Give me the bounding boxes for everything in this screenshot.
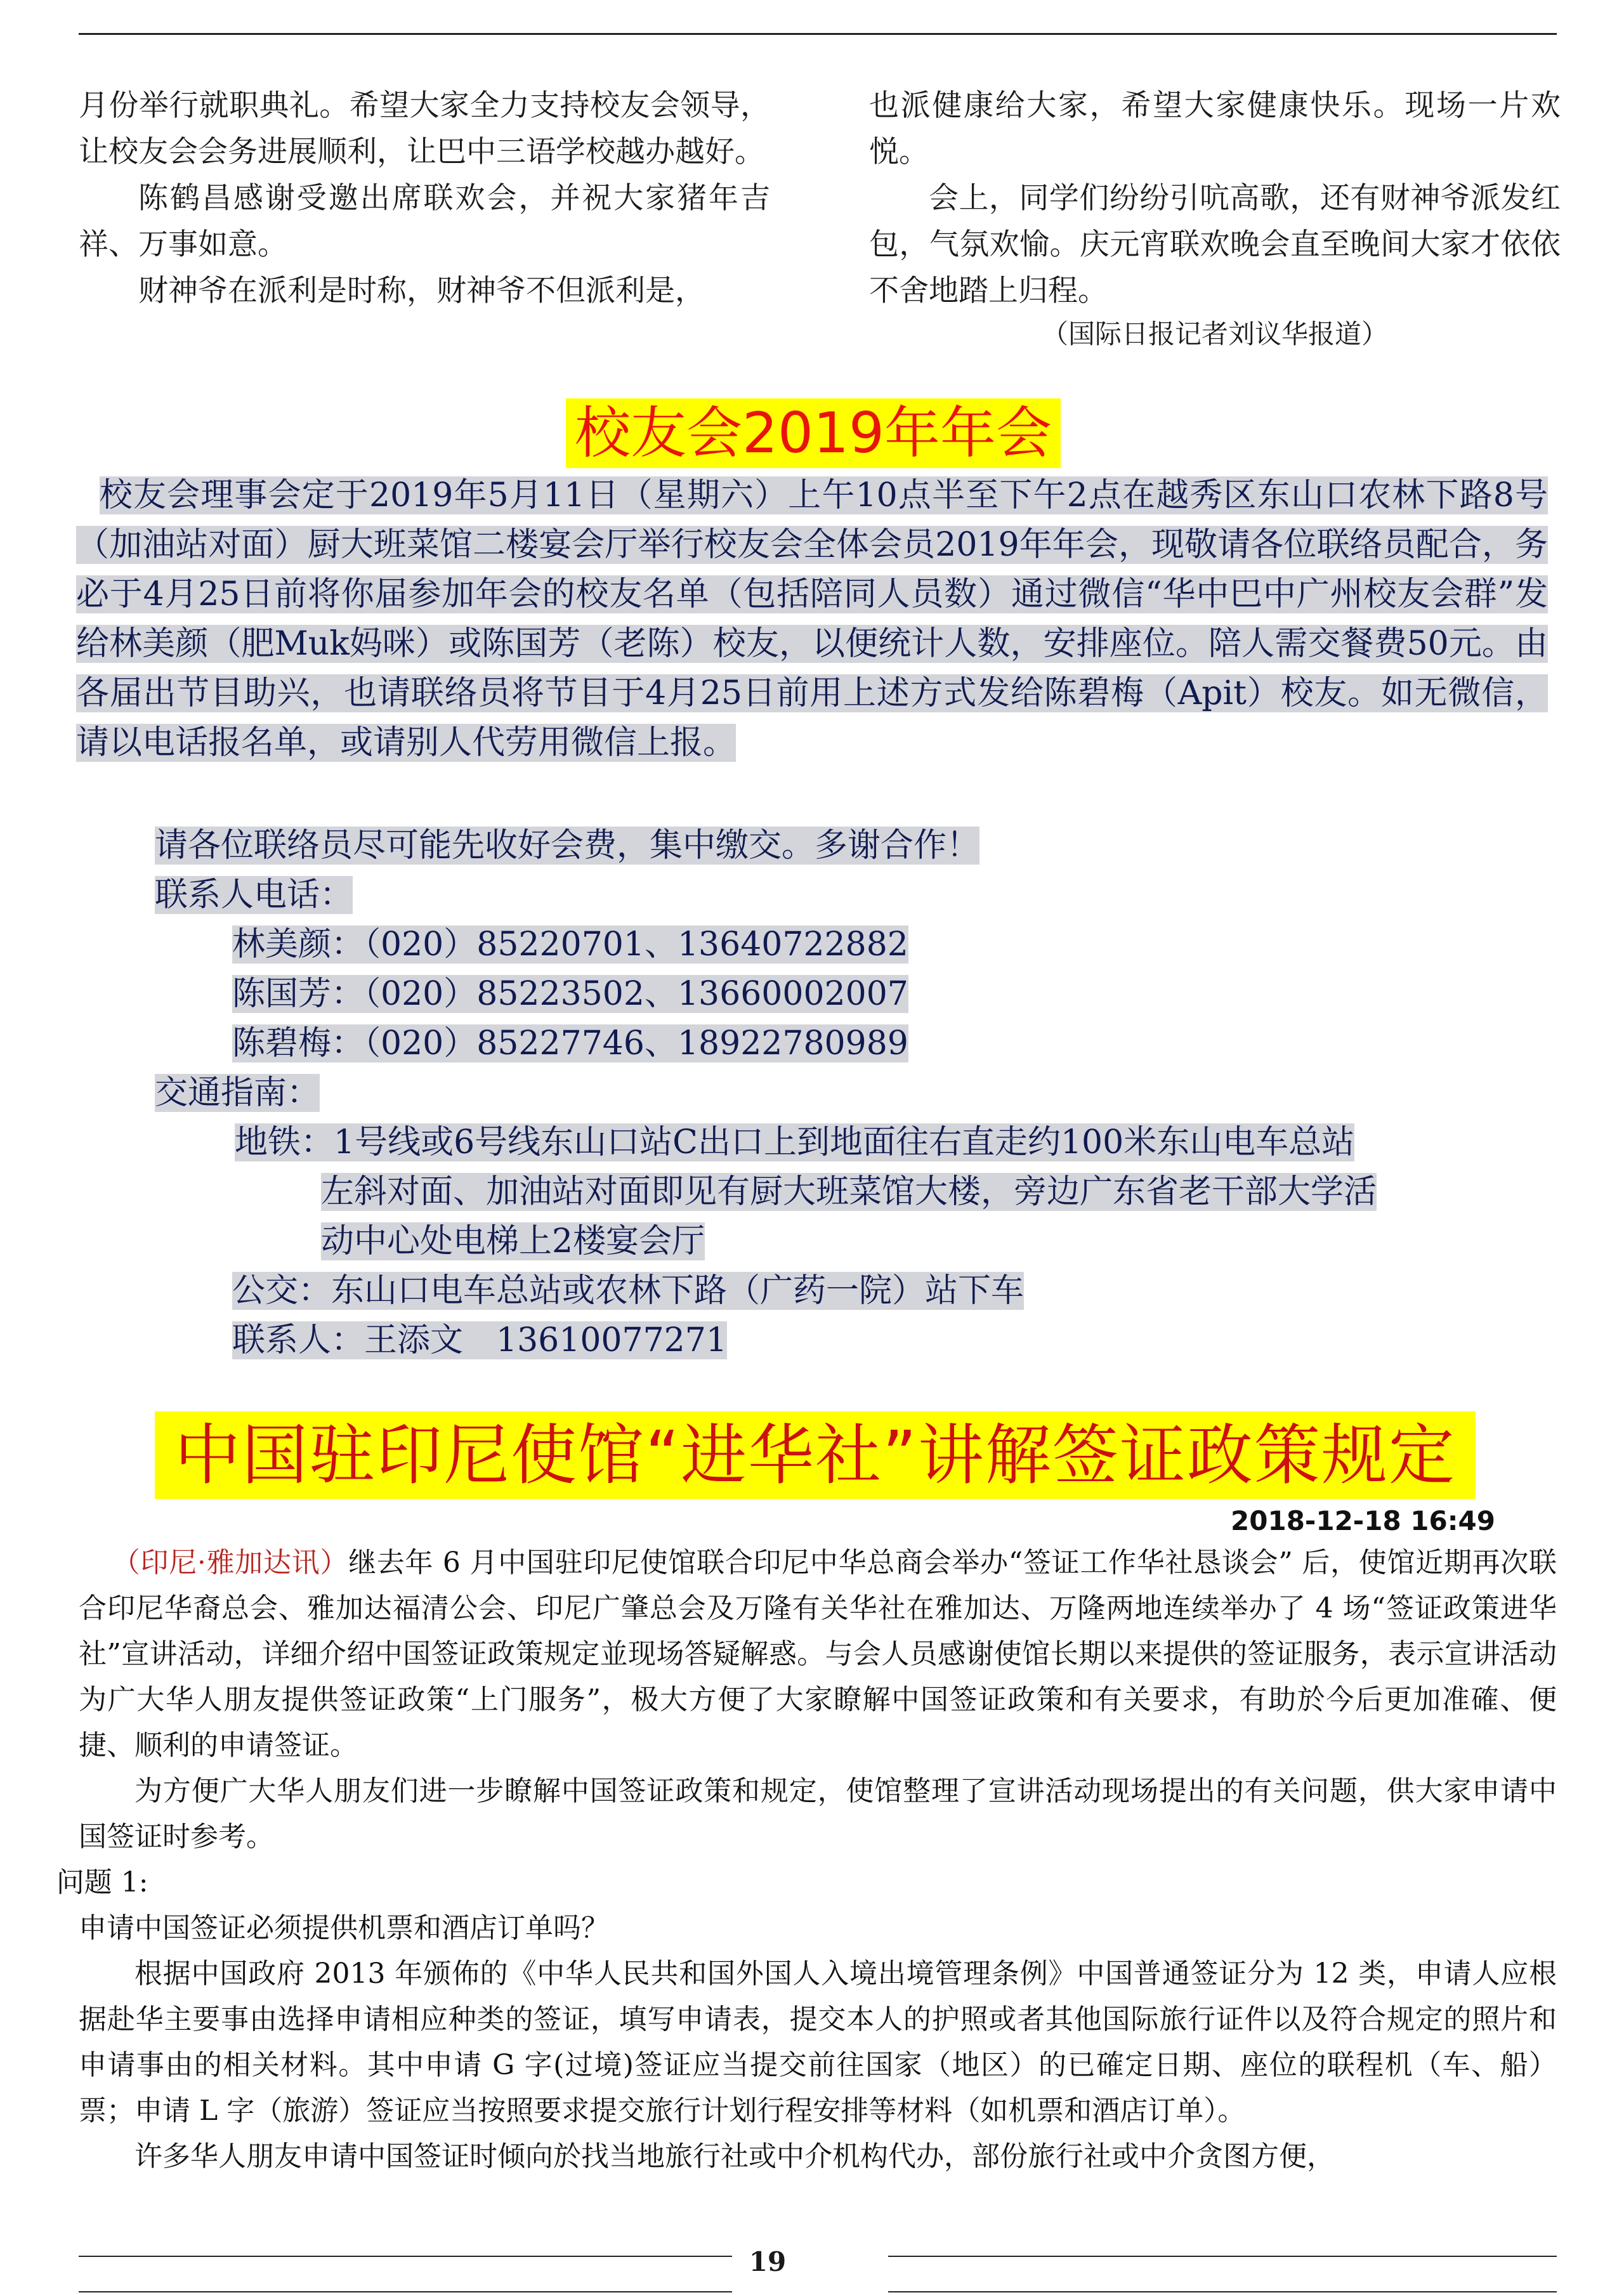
left-para-1: 月份举行就职典礼。希望大家全力支持校友会领导，让校友会会务进展顺利，让巴中三语学校越办越好。 <box>79 88 770 169</box>
right-column <box>869 82 1561 355</box>
contact-phones: （020）85223502、13660002007 <box>364 975 908 1013</box>
footer-rule-left-top <box>79 2256 732 2257</box>
left-para-2: 陈鹤昌感谢受邀出席联欢会，并祝大家猪年吉祥、万事如意。 <box>79 181 770 262</box>
left-para-3: 财神爷在派利是时称，财神爷不但派利是， <box>138 273 705 308</box>
contact-name: 陈国芳： <box>232 975 365 1013</box>
page-number: 19 <box>749 2246 787 2277</box>
left-column <box>79 82 770 314</box>
contact-name: 林美颜： <box>232 925 365 964</box>
contact-row <box>232 1019 908 1068</box>
right-para-1: 也派健康给大家，希望大家健康快乐。现场一片欢悦。 <box>869 88 1561 169</box>
metro-line-1: 地铁：1号线或6号线东山口站C出口上到地面往右直走约100米东山电车总站 <box>235 1123 1355 1161</box>
footer-rule-left-bottom <box>79 2291 732 2292</box>
right-para-2: 会上，同学们纷纷引吭高歌，还有财神爷派发红包，气氛欢愉。庆元宵联欢晚会直至晚间大家才依依不舍地踏上归程。 <box>869 181 1561 308</box>
contact-phones: （020）85220701、13640722882 <box>364 925 908 964</box>
article-para-2: 为方便广大华人朋友们进一步瞭解中国签证政策和规定，使馆整理了宣讲活动现场提出的有关问题，供大家申请中国签证时参考。 <box>79 1775 1557 1853</box>
annual-meeting-notice: 校友会理事会定于2019年5月11日（星期六）上午10点半至下午2点在越秀区东山口农林下路8号（加油站对面）厨大班菜馆二楼宴会厅举行校友会全体会员2019年年会，现敬请各位联络员配合，务必于4月25日前将你届参加年会的校友名单（包括陪同人员数）通过微信“华中巴中广州校友会群”发给林美颜（肥Muk妈咪）或陈国芳（老陈）校友，以便统计人数，安排座位。陪人需交餐费50元。由各届出节目助兴，也请联络员将节目于4月25日前用上述方式发给陈碧梅（Apit）校友。如无微信，请以电话报名单，或请别人代劳用微信上报。 <box>76 476 1548 762</box>
section1-body <box>76 471 1548 768</box>
metro-line-2: 左斜对面、加油站对面即见有厨大班菜馆大楼，旁边广东省老干部大学活 <box>321 1173 1377 1211</box>
contact-row <box>232 920 908 969</box>
transport-label: 交通指南： <box>155 1074 320 1112</box>
contact-name: 陈碧梅： <box>232 1024 365 1062</box>
footer-rule-right-bottom <box>888 2291 1557 2292</box>
contact-person: 联系人：王添文 13610077271 <box>232 1321 727 1359</box>
contacts-label: 联系人电话： <box>155 876 353 914</box>
question-1-label: 问题 1: <box>56 1866 148 1899</box>
footer-rule-right-top <box>888 2256 1557 2257</box>
article-para-last: 许多华人朋友申请中国签证时倾向於找当地旅行社或中介机构代办，部份旅行社或中介贪图方便， <box>134 2140 1335 2173</box>
answer-1: 根据中国政府 2013 年颁佈的《中华人民共和国外国人入境出境管理条例》中国普通签证分为 12 类，申请人应根据赴华主要事由选择申请相应种类的签证，填写申请表，提交本人的护照或者其他国际旅行证件以及符合规定的照片和申请事由的相关材料。其中申请 G 字(过境)签证应当提交前往国家（地区）的已確定日期、座位的联程机（车、船）票；申请 L 字（旅游）签证应当按照要求提交旅行计划行程安排等材料（如机票和酒店订单）。 <box>79 1958 1557 2127</box>
metro-line-3: 动中心处电梯上2楼宴会厅 <box>321 1222 705 1260</box>
article-datetime: 2018-12-18 16:49 <box>1231 1505 1495 1536</box>
article-para-1: （印尼·雅加达讯）继去年 6 月中国驻印尼使馆联合印尼中华总商会举办“签证工作华社恳谈会” 后，使馆近期再次联合印尼华裔总会、雅加达福清公会、印尼广肇总会及万隆有关华社在雅加达、万隆两地连续举办了 4 场“签证政策进华社”宣讲活动，详细介绍中国签证政策规定並现场答疑解惑。与会人员感谢使馆长期以来提供的签证服务，表示宣讲活动为广大华人朋友提供签证政策“上门服务”，极大方便了大家瞭解中国签证政策和有关要求，有助於今后更加准確、便捷、顺利的申请签证。 <box>79 1546 1557 1762</box>
bus-info: 公交：东山口电车总站或农林下路（广药一院）站下车 <box>232 1272 1025 1310</box>
byline: （国际日报记者刘议华报道） <box>1041 318 1388 350</box>
contact-phones: （020）85227746、18922780989 <box>364 1024 908 1062</box>
visa-article <box>56 1540 1557 2180</box>
dateline: （印尼·雅加达讯） <box>112 1546 349 1579</box>
section1-title: 校友会2019年年会 <box>566 398 1061 468</box>
question-1-text: 申请中国签证必须提供机票和酒店订单吗？ <box>79 1912 609 1944</box>
contact-row <box>232 969 908 1019</box>
section2-title: 中国驻印尼使馆“进华社”讲解签证政策规定 <box>155 1411 1476 1499</box>
top-rule <box>79 33 1557 35</box>
fee-note: 请各位联络员尽可能先收好会费，集中缴交。多谢合作！ <box>155 827 980 865</box>
